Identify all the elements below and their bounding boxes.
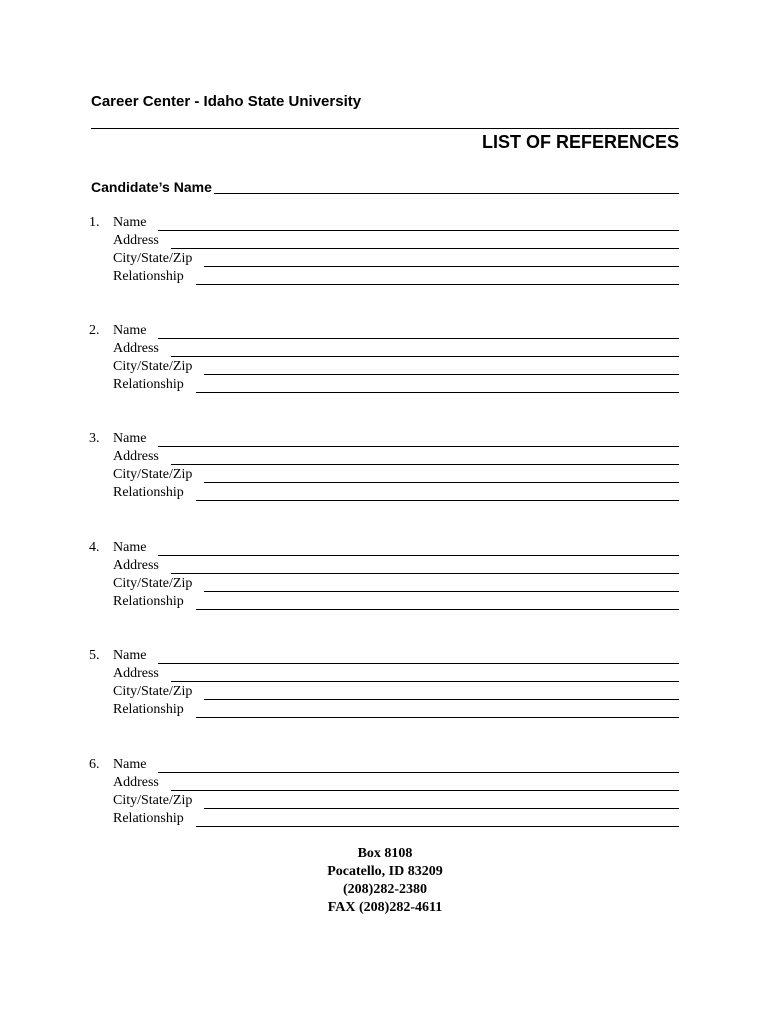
candidate-name-label: Candidate’s Name bbox=[91, 179, 212, 195]
reference-number: 3. bbox=[89, 431, 100, 446]
city-state-zip-field[interactable] bbox=[204, 807, 679, 809]
name-field[interactable] bbox=[158, 554, 679, 556]
relationship-field[interactable] bbox=[196, 608, 679, 610]
contact-footer bbox=[0, 845, 770, 917]
footer-fax: FAX (208)282-4611 bbox=[327, 900, 443, 915]
name-label: Name bbox=[113, 648, 147, 663]
address-field[interactable] bbox=[171, 463, 679, 465]
address-field[interactable] bbox=[171, 247, 679, 249]
relationship-label: Relationship bbox=[113, 377, 184, 392]
reference-number: 5. bbox=[89, 648, 100, 663]
candidate-name-field[interactable] bbox=[214, 192, 679, 194]
address-field[interactable] bbox=[171, 789, 679, 791]
address-label: Address bbox=[113, 558, 159, 573]
address-field[interactable] bbox=[171, 680, 679, 682]
footer-box: Box 8108 bbox=[357, 846, 413, 861]
city-state-zip-field[interactable] bbox=[204, 481, 679, 483]
name-label: Name bbox=[113, 215, 147, 230]
header-rule bbox=[91, 128, 679, 129]
city-state-zip-field[interactable] bbox=[204, 698, 679, 700]
city-state-zip-label: City/State/Zip bbox=[113, 251, 193, 266]
org-header: Career Center - Idaho State University bbox=[91, 93, 362, 110]
relationship-field[interactable] bbox=[196, 499, 679, 501]
city-state-zip-label: City/State/Zip bbox=[113, 467, 193, 482]
reference-block-3 bbox=[89, 429, 679, 501]
address-field[interactable] bbox=[171, 572, 679, 574]
city-state-zip-label: City/State/Zip bbox=[113, 359, 193, 374]
relationship-field[interactable] bbox=[196, 825, 679, 827]
city-state-zip-label: City/State/Zip bbox=[113, 793, 193, 808]
name-field[interactable] bbox=[158, 445, 679, 447]
address-label: Address bbox=[113, 449, 159, 464]
footer-phone: (208)282-2380 bbox=[343, 882, 427, 897]
name-label: Name bbox=[113, 431, 147, 446]
candidate-name-row bbox=[91, 176, 679, 196]
address-label: Address bbox=[113, 233, 159, 248]
city-state-zip-field[interactable] bbox=[204, 590, 679, 592]
relationship-field[interactable] bbox=[196, 716, 679, 718]
reference-number: 6. bbox=[89, 757, 100, 772]
city-state-zip-field[interactable] bbox=[204, 265, 679, 267]
reference-block-5 bbox=[89, 646, 679, 718]
name-field[interactable] bbox=[158, 771, 679, 773]
name-label: Name bbox=[113, 757, 147, 772]
address-label: Address bbox=[113, 341, 159, 356]
relationship-label: Relationship bbox=[113, 594, 184, 609]
document-title: LIST OF REFERENCES bbox=[481, 132, 679, 152]
relationship-label: Relationship bbox=[113, 702, 184, 717]
footer-city: Pocatello, ID 83209 bbox=[327, 864, 443, 879]
city-state-zip-field[interactable] bbox=[204, 373, 679, 375]
reference-block-4 bbox=[89, 538, 679, 610]
reference-block-6 bbox=[89, 755, 679, 827]
address-label: Address bbox=[113, 775, 159, 790]
relationship-label: Relationship bbox=[113, 485, 184, 500]
relationship-field[interactable] bbox=[196, 283, 679, 285]
reference-block-1 bbox=[89, 213, 679, 285]
city-state-zip-label: City/State/Zip bbox=[113, 576, 193, 591]
name-field[interactable] bbox=[158, 229, 679, 231]
name-field[interactable] bbox=[158, 662, 679, 664]
address-field[interactable] bbox=[171, 355, 679, 357]
reference-number: 2. bbox=[89, 323, 100, 338]
reference-number: 4. bbox=[89, 540, 100, 555]
relationship-field[interactable] bbox=[196, 391, 679, 393]
reference-block-2 bbox=[89, 321, 679, 393]
name-field[interactable] bbox=[158, 337, 679, 339]
name-label: Name bbox=[113, 323, 147, 338]
reference-number: 1. bbox=[89, 215, 100, 230]
relationship-label: Relationship bbox=[113, 811, 184, 826]
address-label: Address bbox=[113, 666, 159, 681]
city-state-zip-label: City/State/Zip bbox=[113, 684, 193, 699]
name-label: Name bbox=[113, 540, 147, 555]
relationship-label: Relationship bbox=[113, 269, 184, 284]
